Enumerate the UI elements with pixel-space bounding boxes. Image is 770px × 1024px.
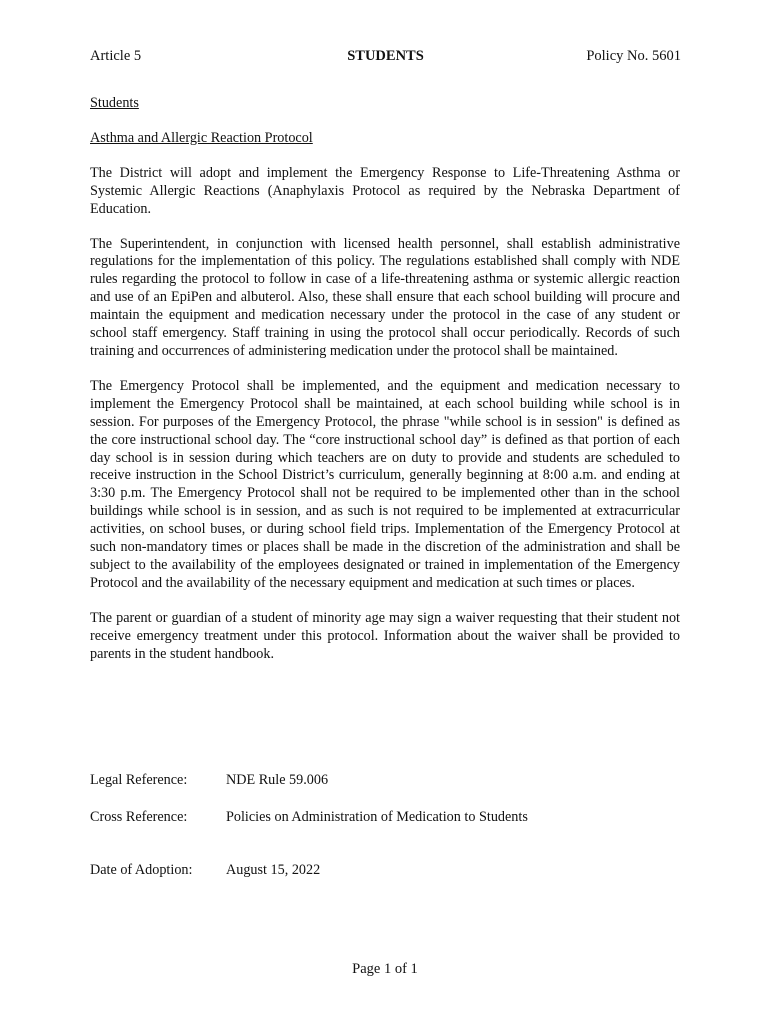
adoption-date-label: Date of Adoption: (90, 862, 193, 878)
section-title: STUDENTS (347, 48, 424, 64)
legal-reference-row (90, 771, 550, 789)
article-number: Article 5 (90, 48, 142, 64)
adoption-date-value: August 15, 2022 (226, 862, 321, 878)
paragraph-adoption: The District will adopt and implement the Emergency Response to Life-Threatening Asthma or Systemic Allergic Reactions (Anaphylaxis Protocol as required by the Nebraska Department of Education. (90, 164, 680, 217)
sub-heading: Asthma and Allergic Reaction Protocol (90, 129, 313, 146)
paragraph-waiver: The parent or guardian of a student of minority age may sign a waiver requesting that their student not receive emergency treatment under this protocol. Information about the waiver shall be provided to parents in the student handbook. (90, 609, 680, 662)
cross-reference-label: Cross Reference: (90, 809, 188, 825)
page-footer: Page 1 of 1 (352, 961, 418, 977)
document-body (90, 95, 680, 680)
adoption-date-row (90, 861, 550, 879)
cross-reference-row (90, 808, 650, 826)
page-header (90, 48, 681, 66)
policy-number: Policy No. 5601 (586, 48, 681, 64)
paragraph-regulations: The Superintendent, in conjunction with licensed health personnel, shall establish administrative regulations for the implementation of this policy. The regulations established shall comply with NDE rules regarding the protocol to follow in case of a life-threatening asthma or systemic allergic reaction and use of an EpiPen and albuterol. Also, these shall ensure that each school building will procure and maintain the equipment and medication necessary under the protocol in the case of any student or school staff emergency. Staff training in using the protocol shall occur periodically. Records of such training and occurrences of administering medication under the protocol shall be maintained. (90, 235, 680, 359)
paragraph-emergency-protocol: The Emergency Protocol shall be implemented, and the equipment and medication necessary to implement the Emergency Protocol shall be maintained, at each school building while school is in session. For purposes of the Emergency Protocol, the phrase "while school is in session" is defined as the core instructional school day. The “core instructional school day” is defined as that portion of each day school is in session during which teachers are on duty to provide and students are scheduled to receive instruction in the School District’s curriculum, generally beginning at 8:00 a.m. and ending at 3:30 p.m. The Emergency Protocol shall not be required to be implemented other than in the school buildings while school is in session, and as such is not required to be implemented at extracurricular activities, on school buses, or during school field trips. Implementation of the Emergency Protocol at such non-mandatory times or places shall be made in the discretion of the administration and shall be subject to the availability of the employees designated or trained in implementation of the Emergency Protocol and the availability of the necessary equipment and medication at such times or places. (90, 377, 680, 591)
legal-reference-label: Legal Reference: (90, 772, 188, 788)
cross-reference-value: Policies on Administration of Medication to Students (226, 809, 528, 825)
main-heading: Students (90, 95, 139, 111)
legal-reference-value: NDE Rule 59.006 (226, 772, 329, 788)
